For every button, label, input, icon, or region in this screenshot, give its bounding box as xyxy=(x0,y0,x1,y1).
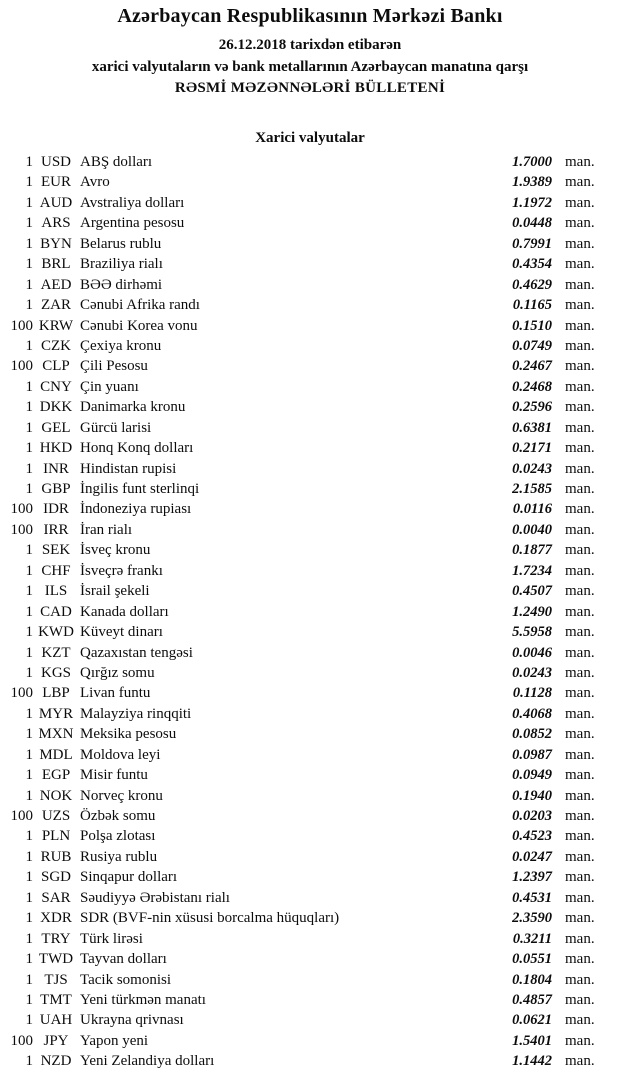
rate-row xyxy=(3,888,602,908)
unit-cell: man. xyxy=(565,889,595,906)
rate-value-cell: 0.0987 xyxy=(512,746,552,763)
rate-row xyxy=(3,356,602,376)
quantity-cell: 1 xyxy=(25,705,33,722)
currency-name-cell: Braziliya rialı xyxy=(80,256,163,273)
rate-value-cell: 1.1972 xyxy=(512,194,552,211)
currency-name-cell: İndoneziya rupiası xyxy=(80,501,192,518)
currency-name-cell: BƏƏ dirhəmi xyxy=(80,276,163,293)
currency-code-cell: CAD xyxy=(40,603,72,620)
rate-value-cell: 0.0448 xyxy=(512,215,552,232)
currency-name-cell: Küveyt dinarı xyxy=(80,624,163,641)
unit-cell: man. xyxy=(565,235,595,252)
rate-row xyxy=(3,459,602,479)
currency-code-cell: USD xyxy=(40,154,71,170)
rate-row xyxy=(3,683,602,703)
unit-cell: man. xyxy=(565,399,595,416)
currency-code-cell: SEK xyxy=(41,542,71,559)
currency-name-cell: Ukrayna qrivnası xyxy=(80,1012,184,1029)
quantity-cell: 1 xyxy=(25,644,33,661)
currency-name-cell: Tayvan dolları xyxy=(80,951,167,968)
quantity-cell: 100 xyxy=(10,358,33,375)
unit-cell: man. xyxy=(565,440,595,457)
rate-value-cell: 0.1804 xyxy=(512,971,552,988)
currency-code-cell: UAH xyxy=(39,1012,73,1029)
currency-code-cell: MYR xyxy=(38,705,74,722)
currency-name-cell: Qırğız somu xyxy=(80,664,155,681)
unit-cell: man. xyxy=(565,337,595,354)
unit-cell: man. xyxy=(565,194,595,211)
rate-row xyxy=(3,561,602,581)
quantity-cell: 1 xyxy=(25,154,33,170)
currency-code-cell: UZS xyxy=(41,808,71,824)
quantity-cell: 1 xyxy=(25,889,33,906)
rate-value-cell: 1.7234 xyxy=(512,562,552,579)
unit-cell: man. xyxy=(565,358,595,375)
currency-code-cell: JPY xyxy=(43,1032,69,1049)
rate-row xyxy=(3,602,602,622)
quantity-cell: 100 xyxy=(10,501,33,518)
currency-code-cell: DKK xyxy=(39,399,73,416)
rate-value-cell: 0.0046 xyxy=(512,644,552,661)
rate-row xyxy=(3,499,602,519)
quantity-cell: 1 xyxy=(25,746,33,763)
rate-value-cell: 0.0949 xyxy=(512,767,552,784)
effective-date-line: 26.12.2018 tarixdən etibarən xyxy=(218,37,402,53)
rate-row xyxy=(3,336,602,356)
currency-name-cell: Gürcü larisi xyxy=(80,419,152,436)
quantity-cell: 1 xyxy=(25,583,33,600)
bulletin-title: RƏSMİ MƏZƏNNƏLƏRİ BÜLLETENİ xyxy=(174,80,446,96)
unit-cell: man. xyxy=(565,460,595,477)
currency-name-cell: İsrail şekeli xyxy=(80,583,150,600)
rate-row xyxy=(3,213,602,233)
rate-row xyxy=(3,152,602,172)
quantity-cell: 100 xyxy=(10,317,33,334)
unit-cell: man. xyxy=(565,297,595,314)
currency-name-cell: Cənubi Korea vonu xyxy=(80,317,198,334)
rate-row xyxy=(3,1051,602,1071)
currency-code-cell: ILS xyxy=(44,583,68,600)
rate-row xyxy=(3,929,602,949)
rate-value-cell: 1.7000 xyxy=(512,154,552,170)
unit-cell: man. xyxy=(565,1032,595,1049)
currency-name-cell: Argentina pesosu xyxy=(80,215,185,232)
currency-code-cell: AUD xyxy=(39,194,73,211)
unit-cell: man. xyxy=(565,215,595,232)
unit-cell: man. xyxy=(565,542,595,559)
quantity-cell: 100 xyxy=(10,808,33,824)
quantity-cell: 1 xyxy=(25,930,33,947)
quantity-cell: 1 xyxy=(25,256,33,273)
unit-cell: man. xyxy=(565,583,595,600)
unit-cell: man. xyxy=(565,276,595,293)
rate-row xyxy=(3,643,602,663)
currency-name-cell: Polşa zlotası xyxy=(80,828,156,845)
currency-name-cell: Belarus rublu xyxy=(80,235,162,252)
currency-code-cell: EGP xyxy=(41,767,71,784)
currency-name-cell: İsveç kronu xyxy=(80,542,151,559)
currency-code-cell: GBP xyxy=(41,481,71,497)
rate-value-cell: 0.3211 xyxy=(512,930,552,947)
rate-row xyxy=(3,908,602,928)
rate-value-cell: 1.2490 xyxy=(512,603,552,620)
currency-code-cell: KZT xyxy=(41,644,71,661)
currency-name-cell: Tacik somonisi xyxy=(80,971,172,988)
bank-name-title: Azərbaycan Respublikasının Mərkəzi Bankı xyxy=(117,5,503,27)
quantity-cell: 100 xyxy=(10,1032,33,1049)
rate-row xyxy=(3,724,602,744)
rate-row xyxy=(3,622,602,642)
currency-name-cell: Avro xyxy=(80,174,110,191)
rate-value-cell: 0.2171 xyxy=(512,440,552,457)
quantity-cell: 1 xyxy=(25,297,33,314)
currency-name-cell: Türk lirəsi xyxy=(80,930,143,947)
currency-code-cell: INR xyxy=(43,460,69,477)
unit-cell: man. xyxy=(565,521,595,538)
rate-value-cell: 0.1877 xyxy=(512,542,552,559)
unit-cell: man. xyxy=(565,154,595,170)
quantity-cell: 1 xyxy=(25,828,33,845)
currency-code-cell: ARS xyxy=(41,215,71,232)
quantity-cell: 1 xyxy=(25,971,33,988)
currency-code-cell: BYN xyxy=(40,235,72,252)
currency-name-cell: Yapon yeni xyxy=(80,1032,149,1049)
currency-code-cell: NOK xyxy=(39,787,73,804)
unit-cell: man. xyxy=(565,664,595,681)
unit-cell: man. xyxy=(565,951,595,968)
currency-code-cell: CZK xyxy=(41,337,71,354)
rate-row xyxy=(3,479,602,499)
quantity-cell: 1 xyxy=(25,664,33,681)
rate-row xyxy=(3,1010,602,1030)
currency-code-cell: RUB xyxy=(40,848,72,865)
unit-cell: man. xyxy=(565,848,595,865)
exchange-rates-table xyxy=(0,152,620,1072)
currency-name-cell: Cənubi Afrika randı xyxy=(80,297,200,314)
currency-name-cell: Honq Konq dolları xyxy=(80,440,194,457)
rate-row xyxy=(3,1031,602,1051)
currency-code-cell: KRW xyxy=(38,317,74,334)
unit-cell: man. xyxy=(565,419,595,436)
quantity-cell: 1 xyxy=(25,1053,33,1070)
unit-cell: man. xyxy=(565,501,595,518)
currency-code-cell: MDL xyxy=(39,746,73,763)
quantity-cell: 1 xyxy=(25,481,33,497)
rate-value-cell: 0.0621 xyxy=(512,1012,552,1029)
currency-code-cell: PLN xyxy=(41,828,71,845)
unit-cell: man. xyxy=(565,910,595,927)
rate-row xyxy=(3,806,602,826)
currency-code-cell: HKD xyxy=(39,440,73,457)
rate-value-cell: 0.7991 xyxy=(512,235,552,252)
unit-cell: man. xyxy=(565,930,595,947)
currency-code-cell: GEL xyxy=(41,419,71,436)
rate-row xyxy=(3,172,602,192)
rate-row xyxy=(3,316,602,336)
rate-row xyxy=(3,847,602,867)
currency-code-cell: CNY xyxy=(40,378,72,395)
quantity-cell: 1 xyxy=(25,276,33,293)
currency-name-cell: ABŞ dolları xyxy=(80,154,153,170)
currency-name-cell: Özbək somu xyxy=(80,808,156,824)
section-title-foreign-currencies: Xarici valyutalar xyxy=(255,130,365,146)
currency-code-cell: NZD xyxy=(40,1053,72,1070)
subtitle-line: xarici valyutaların və bank metallarının Azərbaycan manatına qarşı xyxy=(91,59,529,75)
quantity-cell: 1 xyxy=(25,624,33,641)
rate-value-cell: 0.4354 xyxy=(512,256,552,273)
unit-cell: man. xyxy=(565,317,595,334)
rate-row xyxy=(3,990,602,1010)
rate-value-cell: 0.0852 xyxy=(512,726,552,743)
unit-cell: man. xyxy=(565,767,595,784)
currency-code-cell: SGD xyxy=(40,869,71,886)
currency-name-cell: Kanada dolları xyxy=(80,603,169,620)
unit-cell: man. xyxy=(565,1053,595,1070)
currency-code-cell: IRR xyxy=(43,521,69,538)
currency-code-cell: TRY xyxy=(41,930,71,947)
rate-value-cell: 0.0749 xyxy=(512,337,552,354)
unit-cell: man. xyxy=(565,726,595,743)
unit-cell: man. xyxy=(565,808,595,824)
quantity-cell: 1 xyxy=(25,991,33,1008)
quantity-cell: 1 xyxy=(25,440,33,457)
rate-row xyxy=(3,704,602,724)
unit-cell: man. xyxy=(565,869,595,886)
rate-row xyxy=(3,397,602,417)
rate-value-cell: 1.5401 xyxy=(512,1032,552,1049)
currency-name-cell: Rusiya rublu xyxy=(80,848,158,865)
quantity-cell: 1 xyxy=(25,399,33,416)
quantity-cell: 100 xyxy=(10,685,33,702)
rate-row xyxy=(3,970,602,990)
rate-value-cell: 0.4531 xyxy=(512,889,552,906)
rate-row xyxy=(3,438,602,458)
quantity-cell: 1 xyxy=(25,767,33,784)
rate-value-cell: 0.0116 xyxy=(512,501,552,518)
unit-cell: man. xyxy=(565,603,595,620)
currency-code-cell: KWD xyxy=(38,624,74,641)
quantity-cell: 100 xyxy=(10,521,33,538)
quantity-cell: 1 xyxy=(25,562,33,579)
quantity-cell: 1 xyxy=(25,460,33,477)
rate-value-cell: 0.0247 xyxy=(512,848,552,865)
quantity-cell: 1 xyxy=(25,419,33,436)
rate-value-cell: 0.0203 xyxy=(512,808,552,824)
rate-row xyxy=(3,786,602,806)
rate-value-cell: 1.9389 xyxy=(512,174,552,191)
quantity-cell: 1 xyxy=(25,194,33,211)
quantity-cell: 1 xyxy=(25,848,33,865)
currency-name-cell: Malayziya rinqqiti xyxy=(80,705,192,722)
unit-cell: man. xyxy=(565,787,595,804)
currency-code-cell: TJS xyxy=(44,971,68,988)
rate-value-cell: 0.4068 xyxy=(512,705,552,722)
currency-name-cell: Sinqapur dolları xyxy=(80,869,178,886)
rate-value-cell: 0.2467 xyxy=(512,358,552,375)
rate-value-cell: 0.2596 xyxy=(512,399,552,416)
quantity-cell: 1 xyxy=(25,378,33,395)
rate-value-cell: 1.2397 xyxy=(512,869,552,886)
currency-name-cell: Avstraliya dolları xyxy=(80,194,185,211)
currency-name-cell: Danimarka kronu xyxy=(80,399,186,416)
rate-row xyxy=(3,765,602,785)
quantity-cell: 1 xyxy=(25,603,33,620)
currency-name-cell: Yeni Zelandiya dolları xyxy=(80,1053,215,1070)
rate-value-cell: 1.1442 xyxy=(512,1053,552,1070)
rate-row xyxy=(3,867,602,887)
rate-value-cell: 0.4857 xyxy=(512,991,552,1008)
rate-row xyxy=(3,540,602,560)
rate-value-cell: 0.0040 xyxy=(512,521,552,538)
rate-row xyxy=(3,295,602,315)
rate-row xyxy=(3,193,602,213)
rate-row xyxy=(3,745,602,765)
currency-code-cell: AED xyxy=(40,276,72,293)
currency-code-cell: KGS xyxy=(40,664,71,681)
unit-cell: man. xyxy=(565,562,595,579)
currency-name-cell: Livan funtu xyxy=(80,685,151,702)
unit-cell: man. xyxy=(565,971,595,988)
currency-name-cell: SDR (BVF-nin xüsusi borcalma hüquqları) xyxy=(80,910,340,927)
quantity-cell: 1 xyxy=(25,542,33,559)
unit-cell: man. xyxy=(565,685,595,702)
unit-cell: man. xyxy=(565,991,595,1008)
currency-name-cell: İngilis funt sterlinqi xyxy=(80,481,200,497)
quantity-cell: 1 xyxy=(25,1012,33,1029)
rate-value-cell: 2.3590 xyxy=(512,910,552,927)
quantity-cell: 1 xyxy=(25,215,33,232)
unit-cell: man. xyxy=(565,705,595,722)
rate-value-cell: 0.4507 xyxy=(512,583,552,600)
rate-value-cell: 0.1510 xyxy=(512,317,552,334)
rate-value-cell: 0.0243 xyxy=(512,460,552,477)
rate-row xyxy=(3,275,602,295)
unit-cell: man. xyxy=(565,481,595,497)
quantity-cell: 1 xyxy=(25,910,33,927)
rate-row xyxy=(3,581,602,601)
rate-row xyxy=(3,234,602,254)
currency-name-cell: Çin yuanı xyxy=(80,378,139,395)
currency-name-cell: Səudiyyə Ərəbistanı rialı xyxy=(80,889,230,906)
currency-name-cell: Çili Pesosu xyxy=(80,358,148,375)
currency-code-cell: MXN xyxy=(38,726,74,743)
currency-name-cell: Norveç kronu xyxy=(80,787,163,804)
quantity-cell: 1 xyxy=(25,235,33,252)
currency-code-cell: CLP xyxy=(42,358,70,375)
currency-name-cell: İsveçrə frankı xyxy=(80,562,163,579)
unit-cell: man. xyxy=(565,624,595,641)
unit-cell: man. xyxy=(565,828,595,845)
currency-code-cell: SAR xyxy=(41,889,71,906)
currency-code-cell: XDR xyxy=(40,910,72,927)
unit-cell: man. xyxy=(565,1012,595,1029)
rate-value-cell: 0.0551 xyxy=(512,951,552,968)
currency-name-cell: Qazaxıstan tengəsi xyxy=(80,644,193,661)
currency-name-cell: İran rialı xyxy=(80,521,133,538)
currency-code-cell: BRL xyxy=(41,256,71,273)
rate-row xyxy=(3,377,602,397)
currency-name-cell: Çexiya kronu xyxy=(80,337,162,354)
currency-name-cell: Misir funtu xyxy=(80,767,148,784)
currency-name-cell: Moldova leyi xyxy=(80,746,161,763)
rate-value-cell: 2.1585 xyxy=(512,481,552,497)
rate-row xyxy=(3,826,602,846)
unit-cell: man. xyxy=(565,644,595,661)
quantity-cell: 1 xyxy=(25,869,33,886)
quantity-cell: 1 xyxy=(25,787,33,804)
quantity-cell: 1 xyxy=(25,174,33,191)
currency-code-cell: EUR xyxy=(41,174,71,191)
currency-code-cell: TWD xyxy=(38,951,74,968)
rate-value-cell: 5.5958 xyxy=(512,624,552,641)
unit-cell: man. xyxy=(565,378,595,395)
rate-row xyxy=(3,949,602,969)
rate-row xyxy=(3,254,602,274)
rate-value-cell: 0.4523 xyxy=(512,828,552,845)
rate-value-cell: 0.2468 xyxy=(512,378,552,395)
quantity-cell: 1 xyxy=(25,337,33,354)
unit-cell: man. xyxy=(565,746,595,763)
rate-value-cell: 0.1128 xyxy=(512,685,552,702)
rate-value-cell: 0.4629 xyxy=(512,276,552,293)
currency-code-cell: LBP xyxy=(42,685,70,702)
currency-name-cell: Hindistan rupisi xyxy=(80,460,177,477)
unit-cell: man. xyxy=(565,256,595,273)
quantity-cell: 1 xyxy=(25,951,33,968)
currency-code-cell: CHF xyxy=(41,562,71,579)
rate-value-cell: 0.1940 xyxy=(512,787,552,804)
rate-value-cell: 0.1165 xyxy=(512,297,552,314)
rate-row xyxy=(3,418,602,438)
rate-row xyxy=(3,520,602,540)
unit-cell: man. xyxy=(565,174,595,191)
rate-value-cell: 0.6381 xyxy=(512,419,552,436)
currency-code-cell: ZAR xyxy=(41,297,71,314)
rate-value-cell: 0.0243 xyxy=(512,664,552,681)
quantity-cell: 1 xyxy=(25,726,33,743)
currency-name-cell: Yeni türkmən manatı xyxy=(80,991,206,1008)
currency-name-cell: Meksika pesosu xyxy=(80,726,177,743)
currency-code-cell: TMT xyxy=(40,991,72,1008)
rate-row xyxy=(3,663,602,683)
currency-code-cell: IDR xyxy=(43,501,69,518)
